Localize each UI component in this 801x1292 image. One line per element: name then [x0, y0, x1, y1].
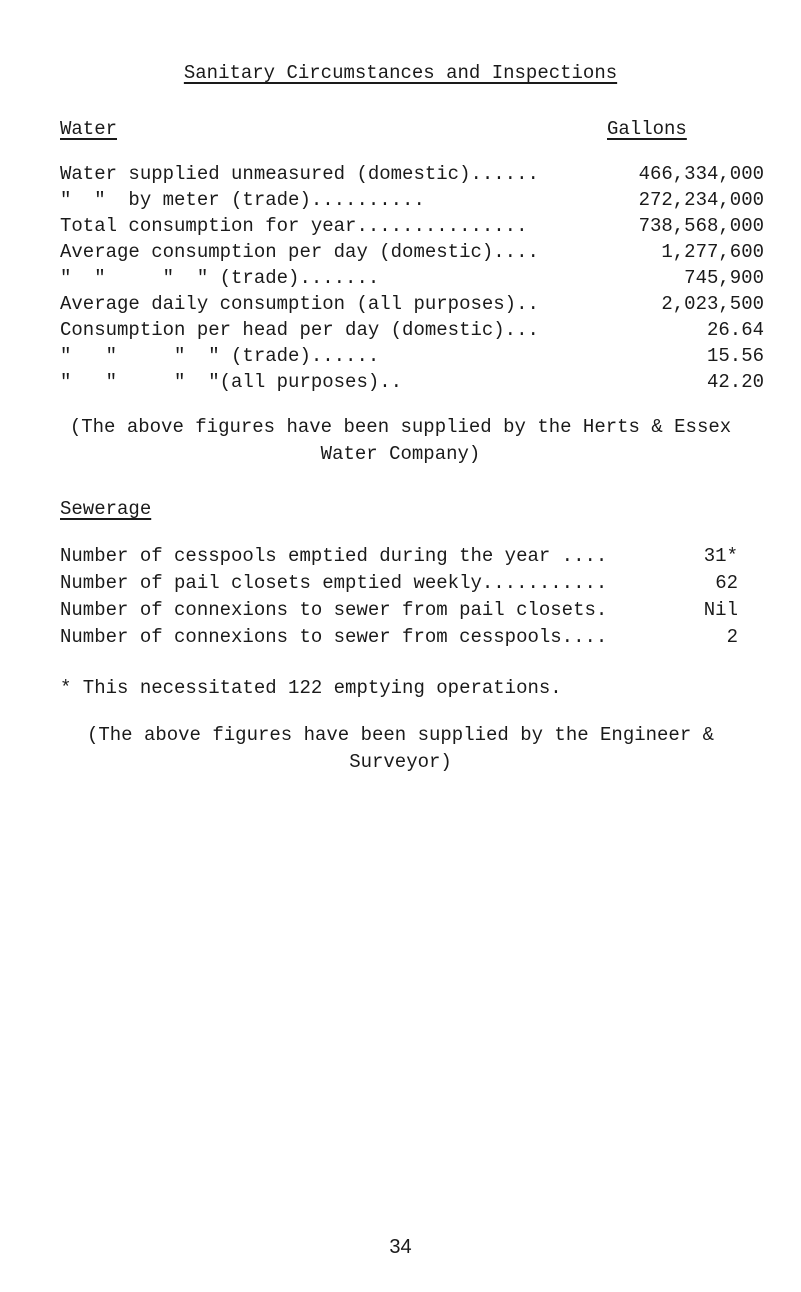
sewerage-row-label: Number of cesspools emptied during the year .... — [60, 545, 608, 567]
sewerage-row — [60, 626, 770, 652]
sewerage-row-value: 31* — [703, 545, 738, 567]
water-row — [60, 189, 770, 215]
page-number: 34 — [389, 1236, 412, 1258]
water-row-value: 745,900 — [684, 267, 764, 289]
sewerage-row — [60, 545, 770, 571]
water-row — [60, 345, 770, 371]
water-source-note: (The above figures have been supplied by the Herts & Essex Water Company) — [69, 416, 732, 465]
gallons-column-heading: Gallons — [607, 118, 687, 140]
water-row — [60, 215, 770, 241]
water-row-label: " " " "(all purposes).. — [60, 371, 403, 393]
water-row — [60, 163, 770, 189]
sewerage-row-value: 2 — [726, 626, 738, 648]
water-row — [60, 241, 770, 267]
sewerage-footnote: * This necessitated 122 emptying operations. — [60, 677, 562, 699]
water-row — [60, 267, 770, 293]
water-row — [60, 319, 770, 345]
water-row — [60, 293, 770, 319]
water-row-label: Average consumption per day (domestic).... — [60, 241, 539, 263]
water-section-heading: Water — [60, 118, 118, 140]
sewerage-source-note: (The above figures have been supplied by the Engineer & Surveyor) — [86, 724, 715, 773]
water-row-value: 738,568,000 — [638, 215, 764, 237]
sewerage-row — [60, 572, 770, 598]
water-row-label: Water supplied unmeasured (domestic)...... — [60, 163, 539, 185]
water-row-value: 1,277,600 — [661, 241, 764, 263]
water-row — [60, 371, 770, 397]
sewerage-section-heading: Sewerage — [60, 498, 152, 520]
page-title: Sanitary Circumstances and Inspections — [183, 62, 618, 84]
water-row-value: 272,234,000 — [638, 189, 764, 211]
sewerage-row-label: Number of connexions to sewer from cesspools.... — [60, 626, 608, 648]
water-row-value: 466,334,000 — [638, 163, 764, 185]
sewerage-row-value: 62 — [715, 572, 738, 594]
water-row-label: " " " " (trade)...... — [60, 345, 380, 367]
water-row-value: 42.20 — [706, 371, 764, 393]
water-row-value: 26.64 — [706, 319, 764, 341]
sewerage-row-label: Number of connexions to sewer from pail closets. — [60, 599, 608, 621]
sewerage-row-value: Nil — [703, 599, 738, 621]
sewerage-row-label: Number of pail closets emptied weekly........... — [60, 572, 608, 594]
water-row-label: " " " " (trade)....... — [60, 267, 380, 289]
water-row-label: Average daily consumption (all purposes).. — [60, 293, 539, 315]
water-row-label: Total consumption for year............... — [60, 215, 528, 237]
water-row-value: 2,023,500 — [661, 293, 764, 315]
sewerage-row — [60, 599, 770, 625]
water-row-label: " " by meter (trade).......... — [60, 189, 425, 211]
water-row-label: Consumption per head per day (domestic)... — [60, 319, 539, 341]
water-row-value: 15.56 — [706, 345, 764, 367]
